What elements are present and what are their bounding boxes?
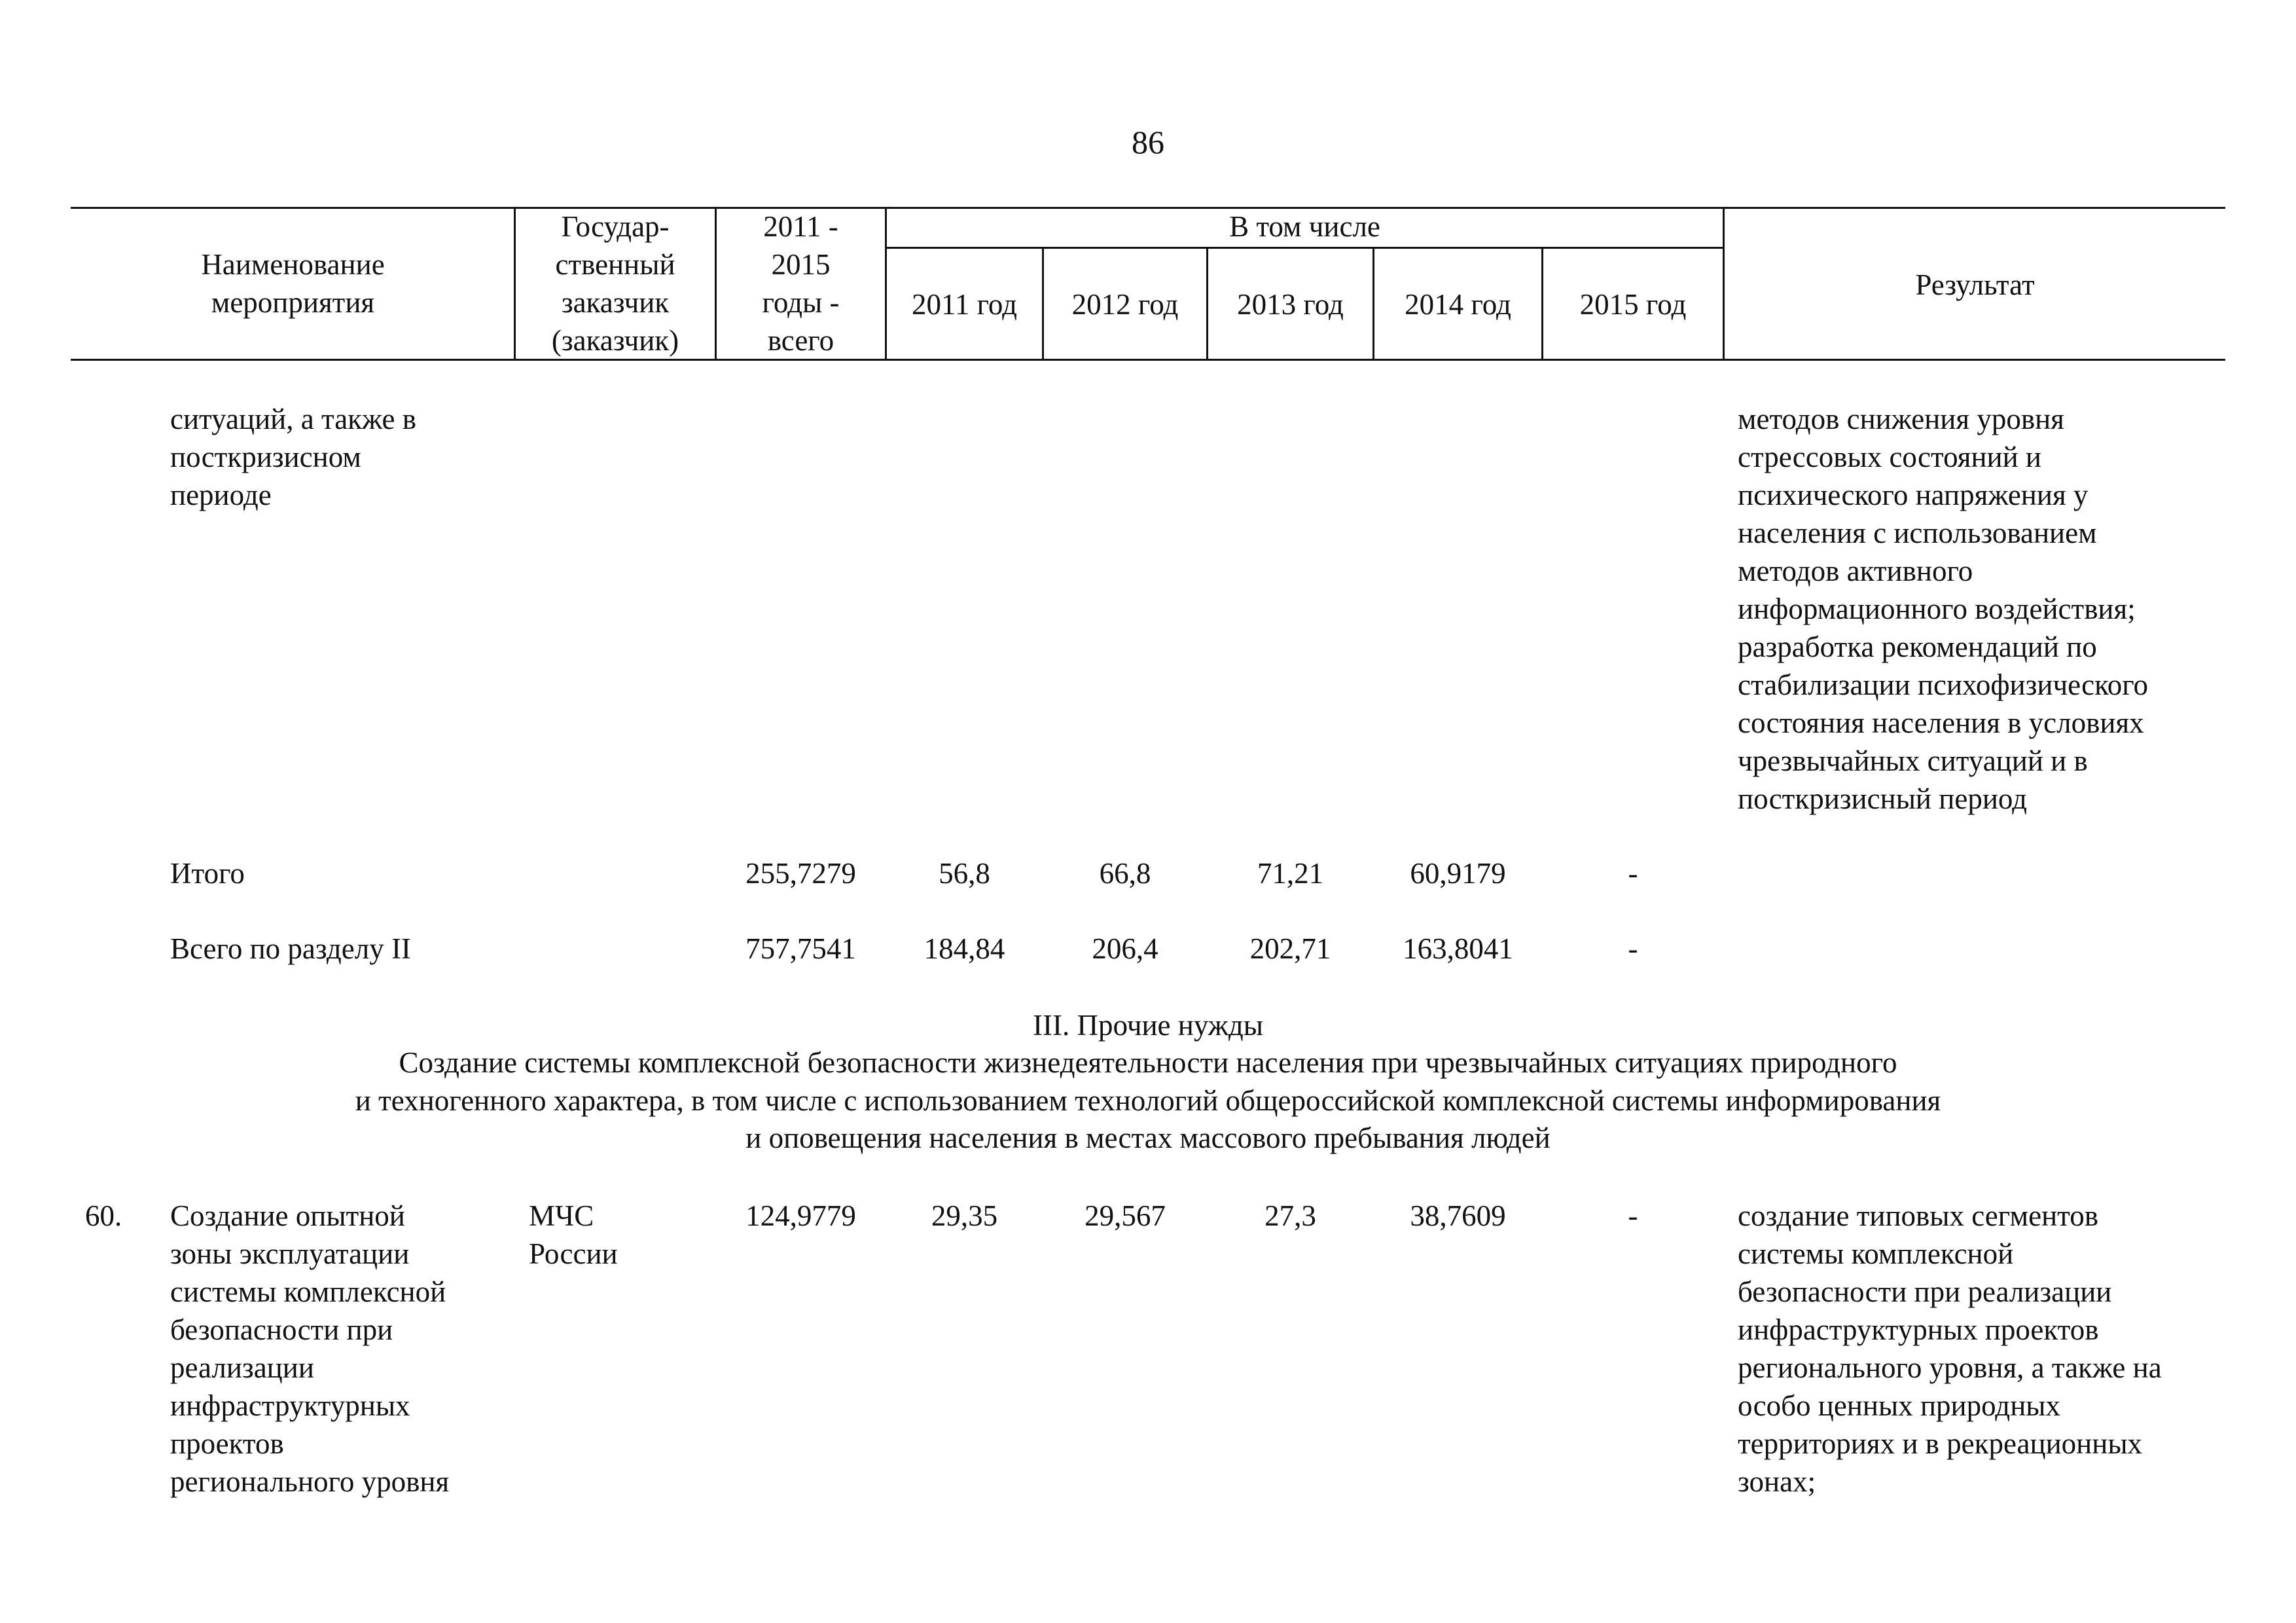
section-total-2012: 206,4 (1092, 932, 1158, 965)
row-60-2011: 29,35 (931, 1199, 998, 1232)
header-incl: В том числе (1229, 210, 1380, 243)
row-60-2014: 38,7609 (1410, 1199, 1506, 1232)
totals-row-label: Итого (170, 857, 245, 890)
continued-row-result: методов снижения уровня стрессовых состояний и психического напряжения у населения с использованием методов активного информационного воздействия; разработка рекомендаций по стабилизации психофизического состояния населения в условиях чрезвычайных ситуаций и в посткризисный период (1738, 403, 2149, 815)
totals-row-2013: 71,21 (1257, 857, 1324, 890)
section-total-total: 757,7541 (745, 932, 856, 965)
section-subtitle-line: Создание системы комплексной безопасности жизнедеятельности населения при чрезвычайных ситуациях природного (399, 1046, 1897, 1079)
totals-row-2015: - (1628, 857, 1638, 890)
header-year-2015: 2015 год (1579, 288, 1687, 321)
header-year-2013: 2013 год (1237, 288, 1344, 321)
row-60-2015: - (1628, 1199, 1638, 1232)
section-subtitle-line: и техногенного характера, в том числе с использованием технологий общероссийской комплексной системы информирования (355, 1084, 1941, 1117)
section-subtitle-line: и оповещения населения в местах массового пребывания людей (745, 1122, 1551, 1154)
header-year-2012: 2012 год (1071, 288, 1179, 321)
totals-row-total: 255,7279 (745, 857, 856, 890)
row-60-2013: 27,3 (1265, 1199, 1316, 1232)
totals-row-2014: 60,9179 (1410, 857, 1506, 890)
row-60-name: Создание опытной зоны эксплуатации системы комплексной безопасности при реализации инфраструктурных проектов регионального уровня (170, 1199, 450, 1498)
header-total: 2011 - 2015 годы - всего (762, 210, 840, 357)
row-60-customer: МЧС России (529, 1199, 618, 1270)
row-60-total: 124,9779 (745, 1199, 856, 1232)
section-total-label: Всего по разделу II (170, 932, 411, 965)
totals-row-2012: 66,8 (1099, 857, 1151, 890)
header-year-2014: 2014 год (1405, 288, 1511, 321)
continued-row-name: ситуаций, а также в посткризисном периоде (170, 403, 416, 511)
section-total-2015: - (1628, 932, 1638, 965)
page-number: 86 (1132, 124, 1164, 160)
section-total-2014: 163,8041 (1403, 932, 1513, 965)
section-title: III. Прочие нужды (1033, 1009, 1263, 1042)
row-60-2012: 29,567 (1085, 1199, 1166, 1232)
section-total-2013: 202,71 (1249, 932, 1331, 965)
header-customer: Государ- ственный заказчик (заказчик) (551, 210, 679, 357)
totals-row-2011: 56,8 (939, 857, 990, 890)
header-sub-rule (887, 247, 1725, 249)
header-year-2011: 2011 год (911, 288, 1017, 321)
row-60-number: 60. (85, 1199, 122, 1232)
header-result: Результат (1915, 268, 2035, 301)
header-name: Наименование мероприятия (201, 248, 385, 319)
row-60-result: создание типовых сегментов системы комплексной безопасности при реализации инфраструктурных проектов регионального уровня, а также на особо ценных природных территориях и в рекреационных зонах; (1738, 1199, 2162, 1498)
header-bottom-rule (71, 359, 2225, 361)
section-total-2011: 184,84 (924, 932, 1005, 965)
